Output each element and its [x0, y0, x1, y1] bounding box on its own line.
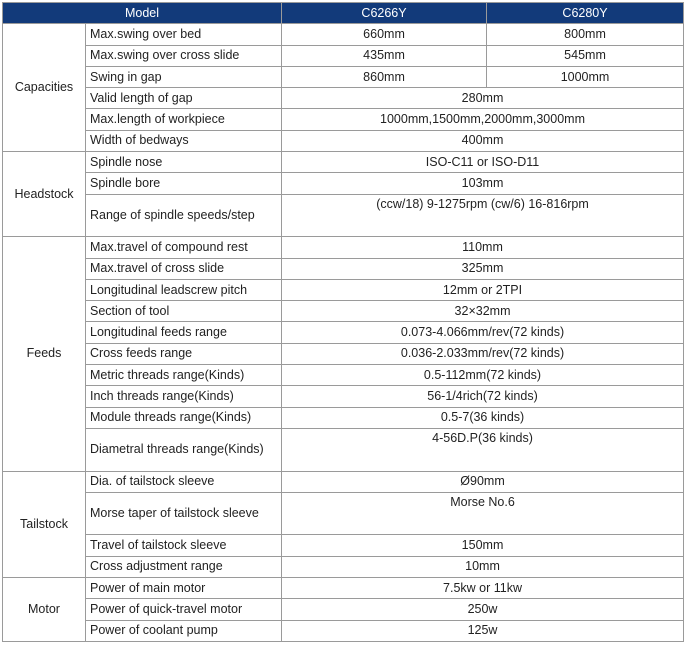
value-shared: 12mm or 2TPI — [282, 279, 684, 300]
param-label: Swing in gap — [86, 66, 282, 87]
param-label: Cross adjustment range — [86, 556, 282, 577]
value-shared: 325mm — [282, 258, 684, 279]
table-row — [3, 258, 684, 279]
param-label: Max.swing over cross slide — [86, 45, 282, 66]
table-row — [3, 152, 684, 173]
param-label: Power of main motor — [86, 578, 282, 599]
param-label: Width of bedways — [86, 130, 282, 151]
table-row — [3, 66, 684, 87]
section-label-tailstock: Tailstock — [3, 471, 86, 577]
value-shared: 0.5-7(36 kinds) — [282, 407, 684, 428]
param-label: Morse taper of tailstock sleeve — [86, 492, 282, 535]
value-shared: 280mm — [282, 88, 684, 109]
section-label-headstock: Headstock — [3, 152, 86, 237]
param-label: Max.length of workpiece — [86, 109, 282, 130]
param-label: Module threads range(Kinds) — [86, 407, 282, 428]
table-row — [3, 109, 684, 130]
table-row — [3, 578, 684, 599]
value-shared: 0.036-2.033mm/rev(72 kinds) — [282, 343, 684, 364]
table-row — [3, 492, 684, 535]
header-c6266y: C6266Y — [282, 3, 487, 24]
value-shared: 4-56D.P(36 kinds) — [282, 428, 684, 471]
table-row — [3, 130, 684, 151]
param-label: Travel of tailstock sleeve — [86, 535, 282, 556]
table-row — [3, 556, 684, 577]
value-shared: 32×32mm — [282, 301, 684, 322]
value-shared: 56-1/4rich(72 kinds) — [282, 386, 684, 407]
table-row — [3, 620, 684, 641]
spec-table — [2, 2, 684, 642]
value-shared: ISO-C11 or ISO-D11 — [282, 152, 684, 173]
param-label: Spindle bore — [86, 173, 282, 194]
section-label-motor: Motor — [3, 578, 86, 642]
table-row — [3, 535, 684, 556]
value-shared: 110mm — [282, 237, 684, 258]
param-label: Inch threads range(Kinds) — [86, 386, 282, 407]
value-shared: Morse No.6 — [282, 492, 684, 535]
table-row — [3, 599, 684, 620]
table-row — [3, 194, 684, 237]
value-c6266y: 435mm — [282, 45, 487, 66]
param-label: Cross feeds range — [86, 343, 282, 364]
param-label: Longitudinal leadscrew pitch — [86, 279, 282, 300]
table-row — [3, 301, 684, 322]
param-label: Power of quick-travel motor — [86, 599, 282, 620]
table-row — [3, 386, 684, 407]
table-row — [3, 45, 684, 66]
table-row — [3, 173, 684, 194]
header-model: Model — [3, 3, 282, 24]
param-label: Metric threads range(Kinds) — [86, 365, 282, 386]
value-shared: 10mm — [282, 556, 684, 577]
param-label: Power of coolant pump — [86, 620, 282, 641]
value-shared: 150mm — [282, 535, 684, 556]
value-shared: 103mm — [282, 173, 684, 194]
table-row — [3, 24, 684, 45]
value-c6280y: 1000mm — [487, 66, 684, 87]
param-label: Max.swing over bed — [86, 24, 282, 45]
value-shared: 250w — [282, 599, 684, 620]
table-row — [3, 471, 684, 492]
param-label: Max.travel of compound rest — [86, 237, 282, 258]
value-shared: (ccw/18) 9-1275rpm (cw/6) 16-816rpm — [282, 194, 684, 237]
table-row — [3, 322, 684, 343]
param-label: Max.travel of cross slide — [86, 258, 282, 279]
param-label: Longitudinal feeds range — [86, 322, 282, 343]
header-row — [3, 3, 684, 24]
value-shared: 125w — [282, 620, 684, 641]
value-shared: 1000mm,1500mm,2000mm,3000mm — [282, 109, 684, 130]
header-c6280y: C6280Y — [487, 3, 684, 24]
table-row — [3, 407, 684, 428]
param-label: Diametral threads range(Kinds) — [86, 428, 282, 471]
value-shared: Ø90mm — [282, 471, 684, 492]
param-label: Spindle nose — [86, 152, 282, 173]
value-c6266y: 860mm — [282, 66, 487, 87]
value-c6266y: 660mm — [282, 24, 487, 45]
table-row — [3, 237, 684, 258]
table-row — [3, 365, 684, 386]
value-c6280y: 800mm — [487, 24, 684, 45]
value-shared: 7.5kw or 11kw — [282, 578, 684, 599]
value-shared: 400mm — [282, 130, 684, 151]
section-label-capacities: Capacities — [3, 24, 86, 152]
value-c6280y: 545mm — [487, 45, 684, 66]
param-label: Dia. of tailstock sleeve — [86, 471, 282, 492]
table-row — [3, 428, 684, 471]
section-label-feeds: Feeds — [3, 237, 86, 471]
value-shared: 0.5-112mm(72 kinds) — [282, 365, 684, 386]
table-row — [3, 88, 684, 109]
table-row — [3, 279, 684, 300]
value-shared: 0.073-4.066mm/rev(72 kinds) — [282, 322, 684, 343]
param-label: Valid length of gap — [86, 88, 282, 109]
param-label: Section of tool — [86, 301, 282, 322]
param-label: Range of spindle speeds/step — [86, 194, 282, 237]
table-row — [3, 343, 684, 364]
